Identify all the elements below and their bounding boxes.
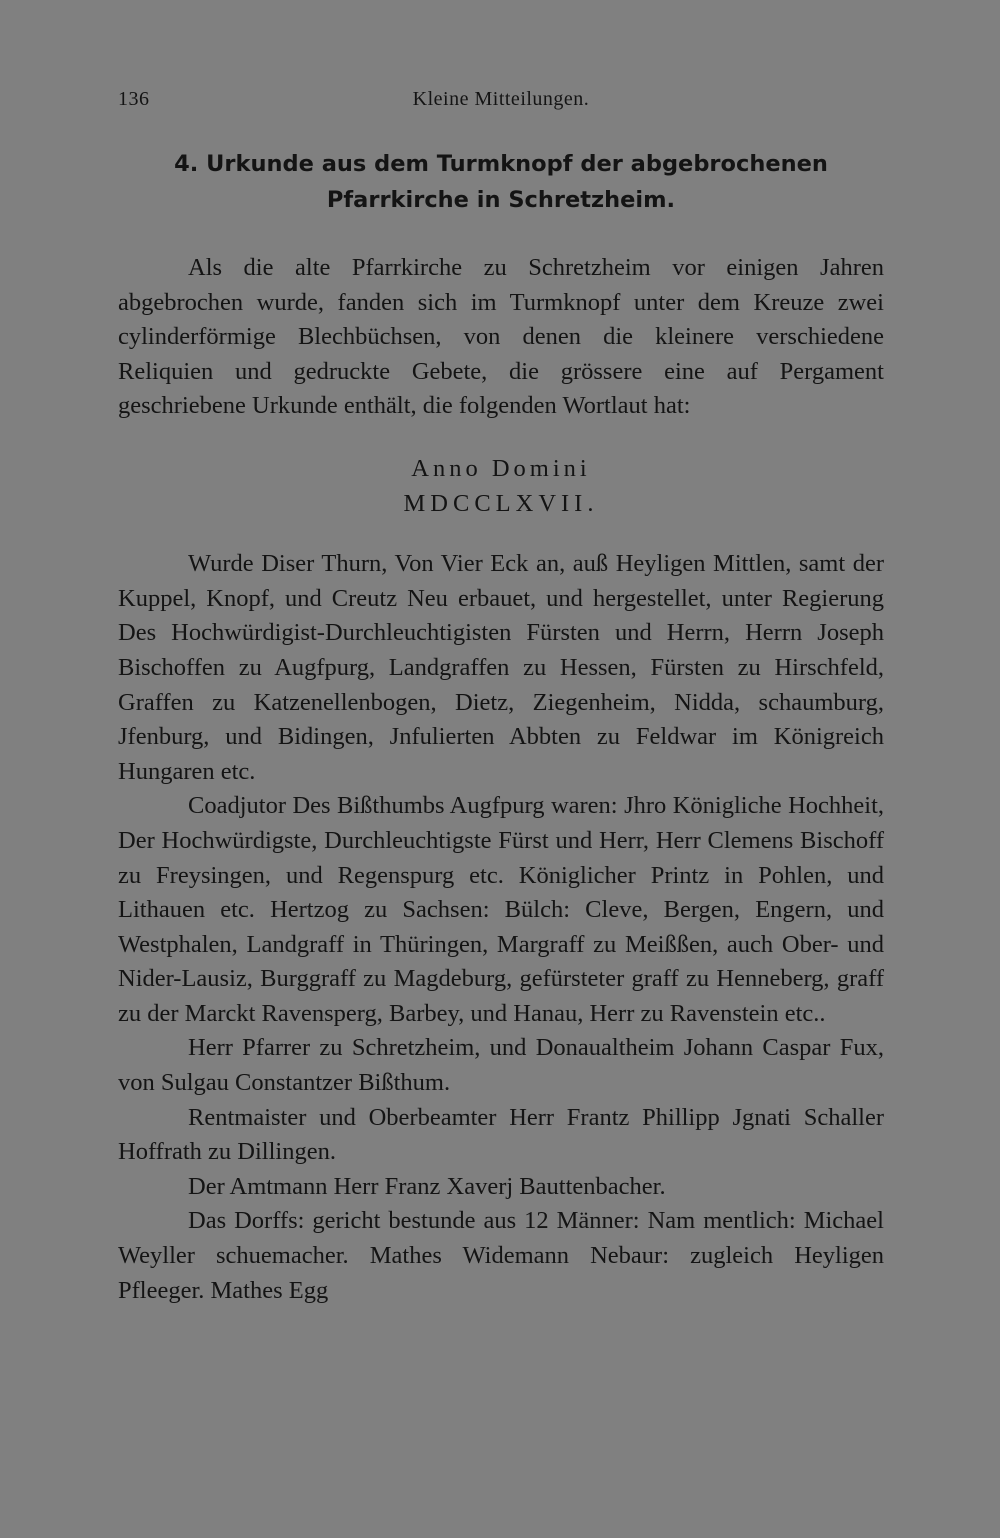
dating-year: MDCCLXVII. (403, 489, 599, 517)
intro-paragraph: Als die alte Pfarrkirche zu Schretzheim vor einigen Jahren abgebrochen wurde, fanden sich im Turmknopf unter dem Kreuze zwei cylinderförmige Blechbüchsen, von denen die kleinere verschiedene Reliquien und gedruckte Gebete, die grössere eine auf Pergament geschriebene Urkunde enthält, die folgenden Wortlaut hat: (118, 254, 884, 420)
dating-anno-domini: Anno Domini (411, 454, 591, 482)
article-title (118, 146, 884, 218)
body-paragraph-rentmaister: Rentmaister und Oberbeamter Herr Frantz Phillipp Jgnati Schaller Hoffrath zu Dillingen. (118, 1103, 884, 1166)
body-paragraph-amtmann: Der Amtmann Herr Franz Xaverj Bauttenbacher. (188, 1172, 666, 1200)
page-number: 136 (118, 88, 150, 110)
article-title-line-1: 4. Urkunde aus dem Turmknopf der abgebrochenen (174, 151, 828, 177)
body-paragraph-construction: Wurde Diser Thurn, Von Vier Eck an, auß Heyligen Mittlen, samt der Kuppel, Knopf, und Creutz Neu erbauet, und hergestellet, unter Regierung Des Hochwürdigist-Durchleuchtigisten Fürsten und Herrn, Herrn Joseph Bischoffen zu Augfpurg, Landgraffen zu Hessen, Fürsten zu Hirschfeld, Graffen zu Katzenellenbogen, Dietz, Ziegenheim, Nidda, schaumburg, Jfenburg, und Bidingen, Jnfulierten Abbten zu Feldwar im Königreich Hungaren etc. (118, 550, 884, 785)
body-paragraph-pfarrer: Herr Pfarrer zu Schretzheim, und Donaualtheim Johann Caspar Fux, von Sulgau Constantzer Bißthum. (118, 1034, 884, 1097)
running-header (118, 88, 884, 118)
body-paragraph-coadjutor: Coadjutor Des Bißthumbs Augfpurg waren: Jhro Königliche Hochheit, Der Hochwürdigste, Durchleuchtigste Fürst und Herr, Herr Clemens Bischoff zu Freysingen, und Regenspurg etc. Königlicher Printz in Pohlen, und Lithauen etc. Hertzog zu Sachsen: Bülch: Cleve, Bergen, Engern, und Westphalen, Landgraff in Thüringen, Margraff zu Meißßen, auch Ober- und Nider-Lausiz, Burggraff zu Magdeburg, gefürsteter graff zu Henneberg, graff zu der Marckt Ravensperg, Barbey, und Hanau, Herr zu Ravenstein etc.. (118, 792, 884, 1027)
running-title: Kleine Mitteilungen. (412, 88, 590, 110)
article-title-line-2: Pfarrkirche in Schretzheim. (326, 187, 676, 213)
body-paragraph-dorffsgericht: Das Dorffs: gericht bestunde aus 12 Männer: Nam mentlich: Michael Weyller schuemacher. Mathes Widemann Nebaur: zugleich Heyligen Pfleeger. Mathes Egg (118, 1207, 884, 1304)
document-dating (118, 452, 884, 521)
document-page (118, 88, 884, 1308)
